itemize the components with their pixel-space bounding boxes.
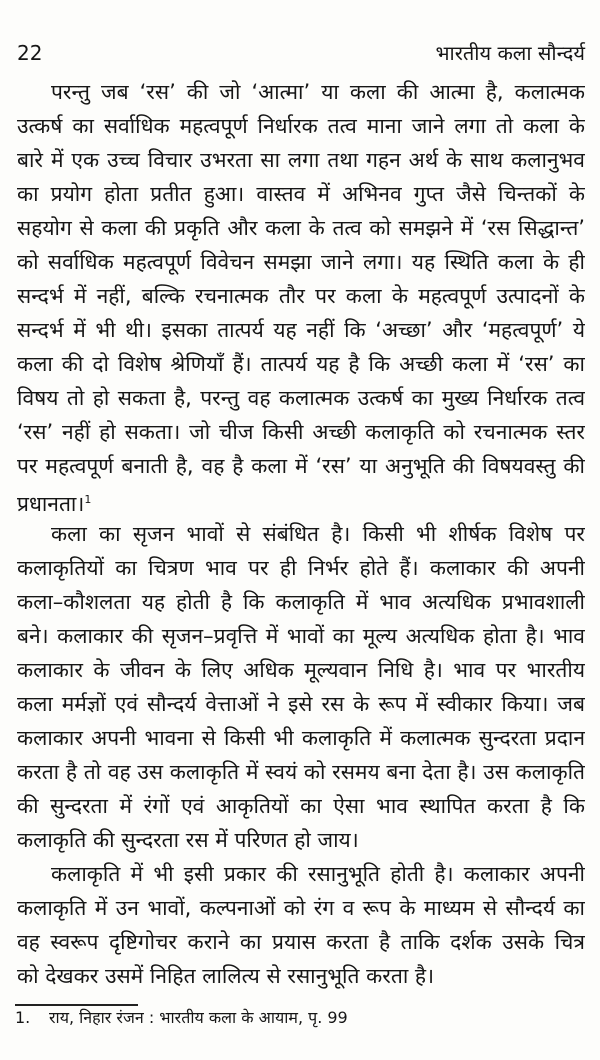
footnote-reference: 1 — [84, 493, 92, 506]
text-line — [17, 143, 585, 177]
line-text: पर महत्वपूर्ण बनाती है, वह है कला में ‘रस’ या अनुभूति की विषयवस्तु की — [17, 454, 585, 478]
text-line — [17, 415, 585, 449]
text-line — [17, 347, 585, 381]
line-text: सहयोग से कला की प्रकृति और कला के तत्व को समझने में ‘रस सिद्धान्त’ — [17, 216, 585, 240]
line-text: कला का सृजन भावों से संबंधित है। किसी भी शीर्षक विशेष पर — [51, 522, 585, 546]
text-line — [17, 891, 585, 925]
text-line — [17, 381, 585, 415]
text-line — [17, 857, 585, 891]
line-text: कलाकृति की सुन्दरता रस में परिणत हो जाय। — [17, 828, 359, 852]
text-line — [17, 687, 585, 721]
text-line — [17, 449, 585, 483]
footnote-text: राय, निहार रंजन : भारतीय कला के आयाम, पृ. 99 — [49, 1008, 348, 1027]
line-text: उत्कर्ष का सर्वाधिक महत्वपूर्ण निर्धारक तत्व माना जाने लगा तो कला के — [17, 114, 585, 138]
text-line — [17, 313, 585, 347]
line-text: बने। कलाकार की सृजन–प्रवृत्ति में भावों का मूल्य अत्यधिक होता है। भाव — [17, 624, 585, 648]
line-text: सन्दर्भ में नहीं, बल्कि रचनात्मक तौर पर कला के महत्वपूर्ण उत्पादनों के — [17, 284, 585, 308]
text-line — [17, 245, 585, 279]
line-text: सन्दर्भ में भी थी। इसका तात्पर्य यह नहीं कि ‘अच्छा’ और ‘महत्वपूर्ण’ ये — [17, 318, 585, 342]
text-line — [17, 585, 585, 619]
text-line — [17, 959, 585, 993]
page-number: 22 — [17, 41, 43, 65]
text-line — [17, 517, 585, 551]
text-line — [17, 925, 585, 959]
line-text: को सर्वाधिक महत्वपूर्ण विवेचन समझा जाने लगा। यह स्थिति कला के ही — [17, 250, 585, 274]
line-text: वह स्वरूप दृष्टिगोचर कराने का प्रयास करता है ताकि दर्शक उसके चित्र — [17, 930, 585, 954]
line-text: कलाकार के जीवन के लिए अधिक मूल्यवान निधि है। भाव पर भारतीय — [17, 658, 585, 682]
text-line — [17, 619, 585, 653]
line-text: कला मर्मज्ञों एवं सौन्दर्य वेत्ताओं ने इसे रस के रूप में स्वीकार किया। जब — [17, 692, 585, 716]
line-text: प्रधानता। — [17, 492, 85, 516]
running-title: भारतीय कला सौन्दर्य — [435, 41, 585, 65]
line-text: कलाकृतियों का चित्रण भाव पर ही निर्भर होते हैं। कलाकार की अपनी — [17, 556, 585, 580]
line-text: विषय तो हो सकता है, परन्तु वह कलात्मक उत्कर्ष का मुख्य निर्धारक तत्व — [17, 386, 585, 410]
footnote-number: 1. — [15, 1008, 31, 1027]
text-line — [17, 279, 585, 313]
text-line — [17, 211, 585, 245]
line-text: बारे में एक उच्च विचार उभरता सा लगा तथा गहन अर्थ के साथ कलानुभव — [17, 148, 585, 172]
line-text: ‘रस’ नहीं हो सकता। जो चीज किसी अच्छी कलाकृति को रचनात्मक स्तर — [17, 420, 585, 444]
line-text: की सुन्दरता में रंगों एवं आकृतियों का ऐसा भाव स्थापित करता है कि — [17, 794, 585, 818]
text-line — [17, 75, 585, 109]
body-text — [17, 75, 585, 993]
line-text: करता है तो वह उस कलाकृति में स्वयं को रसमय बना देता है। उस कलाकृति — [17, 760, 585, 784]
line-text: का प्रयोग होता प्रतीत हुआ। वास्तव में अभिनव गुप्त जैसे चिन्तकों के — [17, 182, 585, 206]
line-text: कला की दो विशेष श्रेणियाँ हैं। तात्पर्य यह है कि अच्छी कला में ‘रस’ का — [17, 352, 585, 376]
text-line — [17, 177, 585, 211]
line-text: कला–कौशलता यह होती है कि कलाकृति में भाव अत्यधिक प्रभावशाली — [17, 590, 585, 614]
line-text: को देखकर उसमें निहित लालित्य से रसानुभूति करता है। — [17, 964, 435, 988]
text-line — [17, 823, 585, 857]
line-text: कलाकार अपनी भावना से किसी भी कलाकृति में कलात्मक सुन्दरता प्रदान — [17, 726, 585, 750]
footnote — [15, 1006, 348, 1030]
line-text: परन्तु जब ‘रस’ की जो ‘आत्मा’ या कला की आत्मा है, कलात्मक — [51, 80, 585, 104]
text-line — [17, 721, 585, 755]
text-line — [17, 483, 585, 517]
text-line — [17, 755, 585, 789]
text-line — [17, 789, 585, 823]
line-text: कलाकृति में भी इसी प्रकार की रसानुभूति होती है। कलाकार अपनी — [51, 862, 585, 886]
text-line — [17, 109, 585, 143]
text-line — [17, 653, 585, 687]
line-text: कलाकृति में उन भावों, कल्पनाओं को रंग व रूप के माध्यम से सौन्दर्य का — [17, 896, 585, 920]
text-line — [17, 551, 585, 585]
